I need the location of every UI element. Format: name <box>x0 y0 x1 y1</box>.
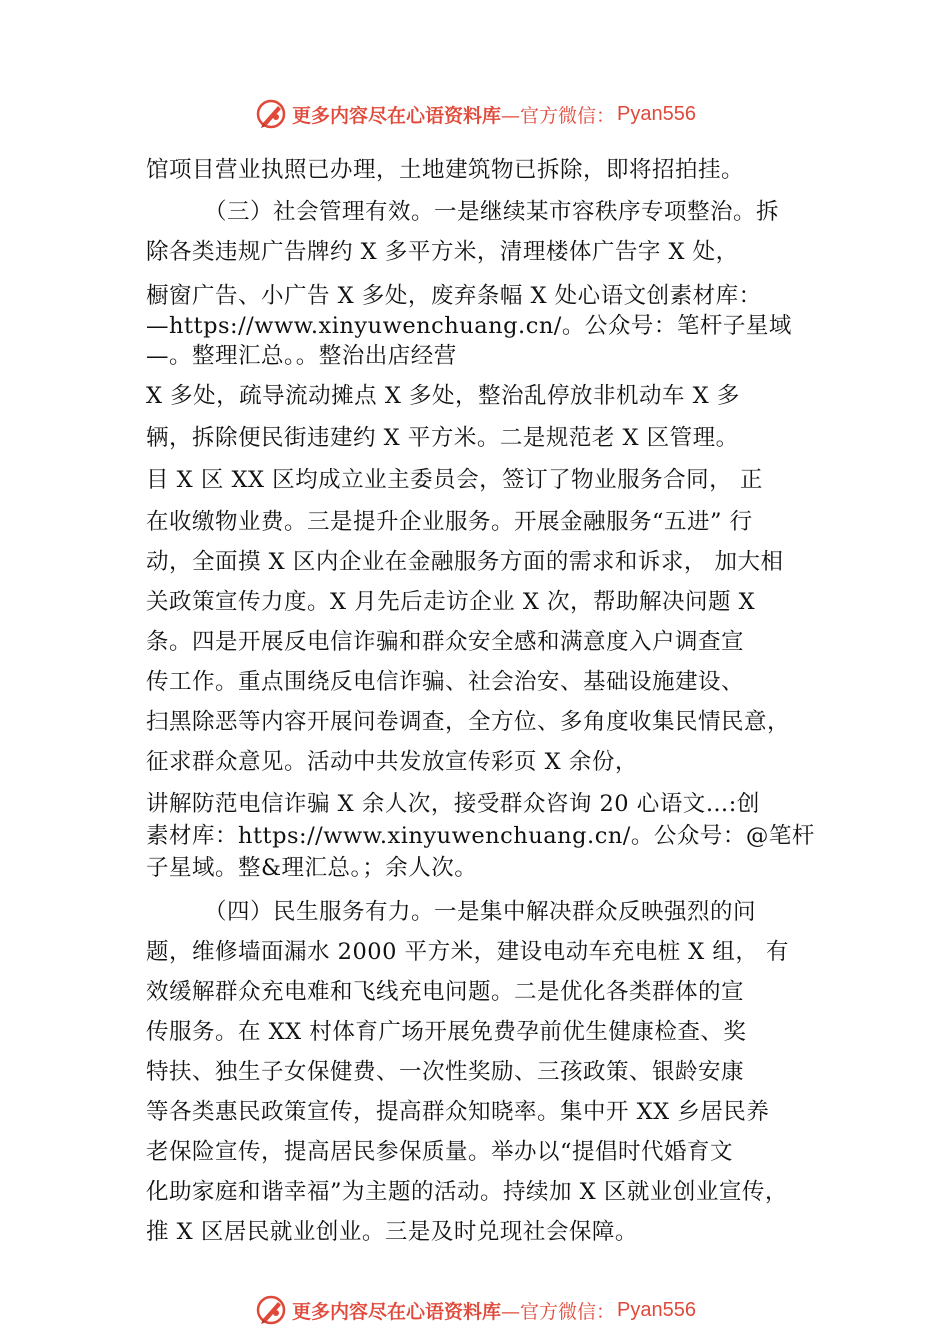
text-line: 动，全面摸 X 区内企业在金融服务方面的需求和诉求， 加大相 <box>146 549 784 575</box>
footer-banner <box>0 1290 950 1330</box>
pen-logo-icon <box>254 1293 288 1327</box>
text-line: X 多处，疏导流动摊点 X 多处，整治乱停放非机动车 X 多 <box>146 383 740 409</box>
text-line: 等各类惠民政策宣传，提高群众知晓率。集中开 XX 乡居民养 <box>146 1099 770 1125</box>
text-line: 素材库：https://www.xinyuwenchuang.cn/。公众号：@笔杆 <box>146 823 815 849</box>
text-line: 扫黑除恶等内容开展问卷调查，全方位、多角度收集民情民意， <box>146 709 791 735</box>
header-banner <box>0 94 950 134</box>
text-line: 在收缴物业费。三是提升企业服务。开展金融服务“五进” 行 <box>146 509 753 535</box>
text-line: 效缓解群众充电难和飞线充电问题。二是优化各类群体的宣 <box>146 979 745 1005</box>
pen-logo-icon <box>254 97 288 131</box>
banner-wechat-id: Pyan556 <box>617 1298 696 1321</box>
text-line: （四）民生服务有力。一是集中解决群众反映强烈的问 <box>204 899 757 925</box>
text-line: —。整理汇总。。整治出店经营 <box>146 343 457 369</box>
text-line: 辆，拆除便民街违建约 X 平方米。二是规范老 X 区管理。 <box>146 425 739 451</box>
text-line: 目 X 区 XX 区均成立业主委员会，签订了物业服务合同， 正 <box>146 467 763 493</box>
text-line: 讲解防范电信诈骗 X 余人次，接受群众咨询 20 心语文…:创 <box>146 791 760 817</box>
text-line: 除各类违规广告牌约 X 多平方米，清理楼体广告字 X 处， <box>146 239 739 265</box>
text-line: 老保险宣传，提高居民参保质量。举办以“提倡时代婚育文 <box>146 1139 734 1165</box>
banner-title: 更多内容尽在心语资料库 <box>292 1300 502 1323</box>
banner-title: 更多内容尽在心语资料库 <box>292 104 502 127</box>
text-line: （三）社会管理有效。一是继续某市容秩序专项整治。拆 <box>204 199 780 225</box>
banner-wechat-id: Pyan556 <box>617 102 696 125</box>
text-line: 橱窗广告、小广告 X 多处，废弃条幅 X 处心语文创素材库： <box>146 283 762 309</box>
text-line: 馆项目营业执照已办理，土地建筑物已拆除，即将招拍挂。 <box>146 157 745 183</box>
text-line: 化助家庭和谐幸福”为主题的活动。持续加 X 区就业创业宣传， <box>146 1179 788 1205</box>
text-line: 传服务。在 XX 村体育广场开展免费孕前优生健康检查、奖 <box>146 1019 747 1045</box>
text-line: 题，维修墙面漏水 2000 平方米，建设电动车充电桩 X 组， 有 <box>146 939 790 965</box>
text-line: 子星域。整&理汇总。；余人次。 <box>146 855 478 881</box>
banner-separator: —官方微信： <box>501 104 616 127</box>
text-line: 征求群众意见。活动中共发放宣传彩页 X 余份， <box>146 749 638 775</box>
banner-separator: —官方微信： <box>501 1300 616 1323</box>
text-line: 传工作。重点围绕反电信诈骗、社会治安、基础设施建设、 <box>146 669 745 695</box>
text-line: 条。四是开展反电信诈骗和群众安全感和满意度入户调查宣 <box>146 629 745 655</box>
text-line: 关政策宣传力度。X 月先后走访企业 X 次，帮助解决问题 X <box>146 589 756 615</box>
text-line: 特扶、独生子女保健费、一次性奖励、三孩政策、银龄安康 <box>146 1059 745 1085</box>
text-line: —https://www.xinyuwenchuang.cn/。公众号：笔杆子星域 <box>146 313 792 339</box>
text-line: 推 X 区居民就业创业。三是及时兑现社会保障。 <box>146 1219 638 1245</box>
